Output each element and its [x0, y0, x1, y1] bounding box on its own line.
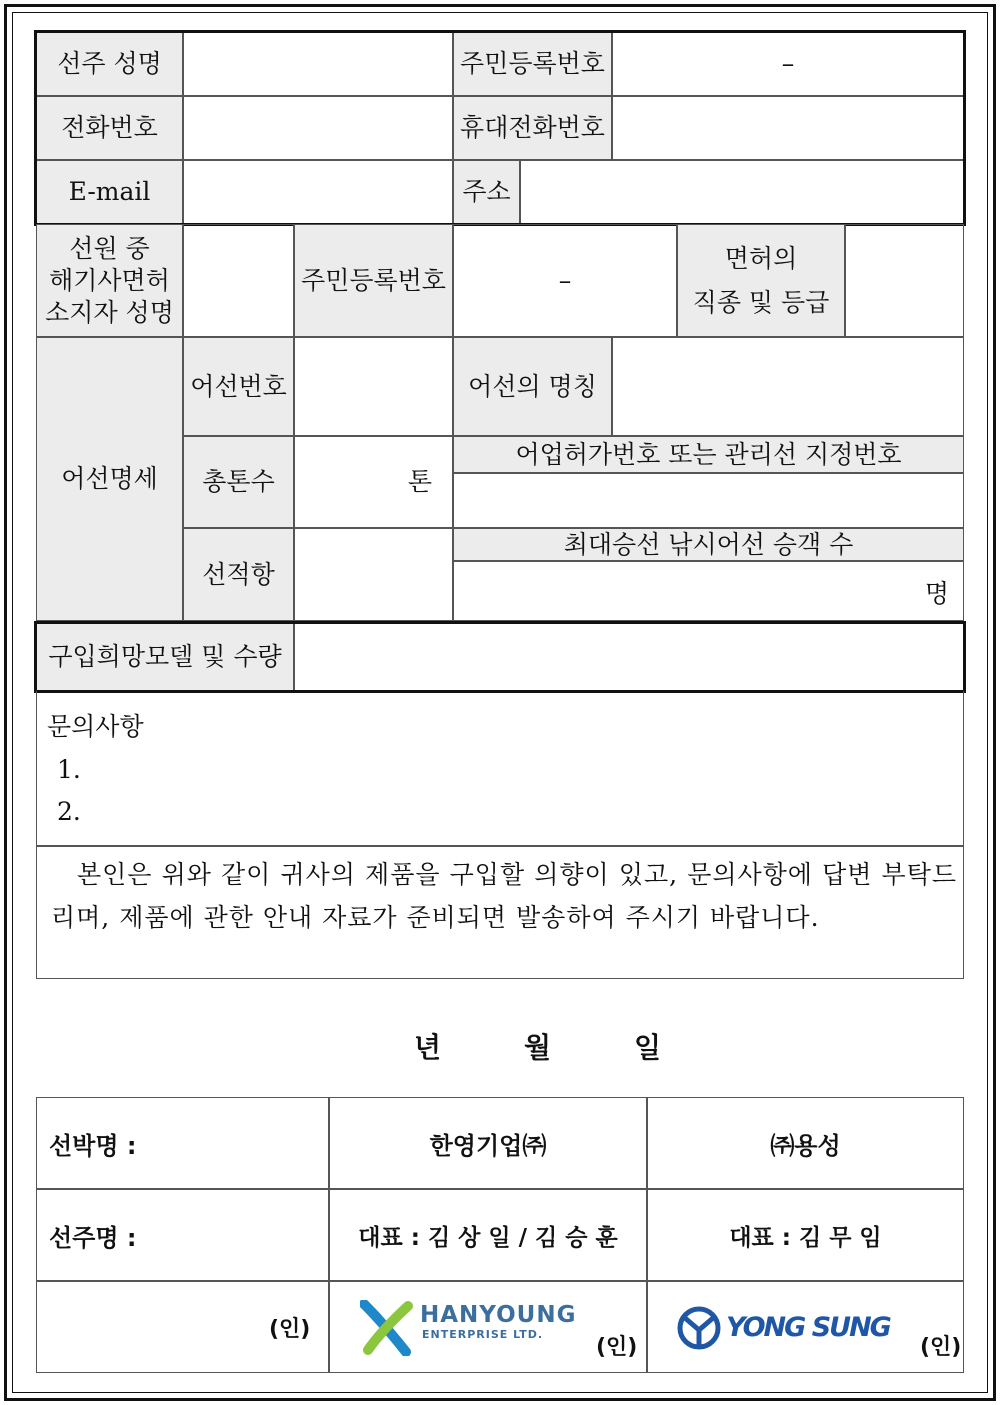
permit-number-label: 어업허가번호 또는 관리선 지정번호	[453, 436, 964, 473]
owner-mobile-label: 휴대전화번호	[453, 96, 612, 160]
company2-rep: 대표 : 김 무 임	[647, 1189, 964, 1281]
owner-address-field[interactable]	[520, 160, 964, 224]
permit-number-field[interactable]	[453, 473, 964, 528]
statement-text	[36, 846, 964, 979]
owner-rrn-label: 주민등록번호	[453, 32, 612, 96]
date-month: 월	[524, 1031, 552, 1064]
owner-phone-field[interactable]	[183, 96, 453, 160]
home-port-field[interactable]	[294, 528, 453, 621]
model-quantity-field[interactable]	[294, 623, 964, 691]
owner-email-label: E-mail	[36, 160, 183, 224]
company1-seal-cell	[329, 1281, 647, 1373]
yongsung-logo-text: YONG SUNG	[726, 1312, 890, 1343]
company2-seal: (인)	[920, 1335, 962, 1360]
rrn-separator: –	[781, 49, 795, 78]
model-quantity-label: 구입희망모델 및 수량	[36, 623, 294, 691]
hanyoung-logo-icon	[360, 1300, 414, 1356]
crew-label-line: 소지자 성명	[45, 297, 174, 327]
owner-name-sign-label: 선주명 :	[36, 1189, 329, 1281]
inquiry-item-2: 2.	[57, 797, 81, 826]
crew-label-line: 선원 중	[69, 233, 150, 263]
passenger-count-label: 최대승선 낚시어선 승객 수	[453, 528, 964, 561]
inquiry-box[interactable]	[36, 691, 964, 846]
company2-name: ㈜용성	[647, 1097, 964, 1189]
license-field[interactable]	[845, 224, 964, 337]
owner-seal: (인)	[269, 1317, 311, 1342]
passenger-unit: 명	[924, 579, 949, 608]
owner-phone-label: 전화번호	[36, 96, 183, 160]
license-label-line: 면허의	[724, 243, 798, 273]
inquiry-label: 문의사항	[47, 712, 144, 741]
tonnage-label: 총톤수	[183, 436, 294, 528]
crew-name-label	[36, 224, 183, 337]
company1-seal: (인)	[596, 1335, 638, 1360]
vessel-number-label: 어선번호	[183, 337, 294, 436]
vessel-section-label: 어선명세	[36, 337, 183, 621]
passenger-count-field[interactable]	[453, 561, 964, 621]
owner-name-field[interactable]	[183, 32, 453, 96]
vessel-name-label: 어선의 명칭	[453, 337, 612, 436]
home-port-label: 선적항	[183, 528, 294, 621]
crew-rrn-label: 주민등록번호	[294, 224, 453, 337]
owner-name-label: 선주 성명	[36, 32, 183, 96]
ship-name-label: 선박명 :	[36, 1097, 329, 1189]
inquiry-item-1: 1.	[57, 755, 81, 784]
owner-address-label: 주소	[453, 160, 520, 224]
owner-mobile-field[interactable]	[612, 96, 964, 160]
vessel-number-field[interactable]	[294, 337, 453, 436]
date-year: 년	[414, 1031, 442, 1064]
company2-seal-cell	[647, 1281, 964, 1373]
tonnage-field[interactable]	[294, 436, 453, 528]
owner-rrn-field[interactable]	[612, 32, 964, 96]
tonnage-unit: 톤	[407, 467, 432, 496]
license-label	[677, 224, 845, 337]
owner-email-field[interactable]	[183, 160, 453, 224]
company1-rep: 대표 : 김 상 일 / 김 승 훈	[329, 1189, 647, 1281]
company1-name: 한영기업㈜	[329, 1097, 647, 1189]
yongsung-logo-icon	[676, 1304, 722, 1352]
license-label-line: 직종 및 등급	[692, 287, 830, 317]
rrn-separator: –	[558, 265, 572, 295]
hanyoung-logo-subtext: ENTERPRISE LTD.	[422, 1328, 544, 1341]
crew-name-field[interactable]	[183, 224, 294, 337]
date-day: 일	[634, 1031, 662, 1064]
crew-rrn-field[interactable]	[453, 224, 677, 337]
crew-label-line: 해기사면허	[49, 265, 170, 295]
statement-body: 본인은 위와 같이 귀사의 제품을 구입할 의향이 있고, 문의사항에 답변 부탁드리며, 제품에 관한 안내 자료가 준비되면 발송하여 주시기 바랍니다.	[51, 860, 957, 932]
owner-seal-cell[interactable]	[36, 1281, 329, 1373]
hanyoung-logo-text: HANYOUNG	[420, 1302, 577, 1328]
vessel-name-field[interactable]	[612, 337, 964, 436]
